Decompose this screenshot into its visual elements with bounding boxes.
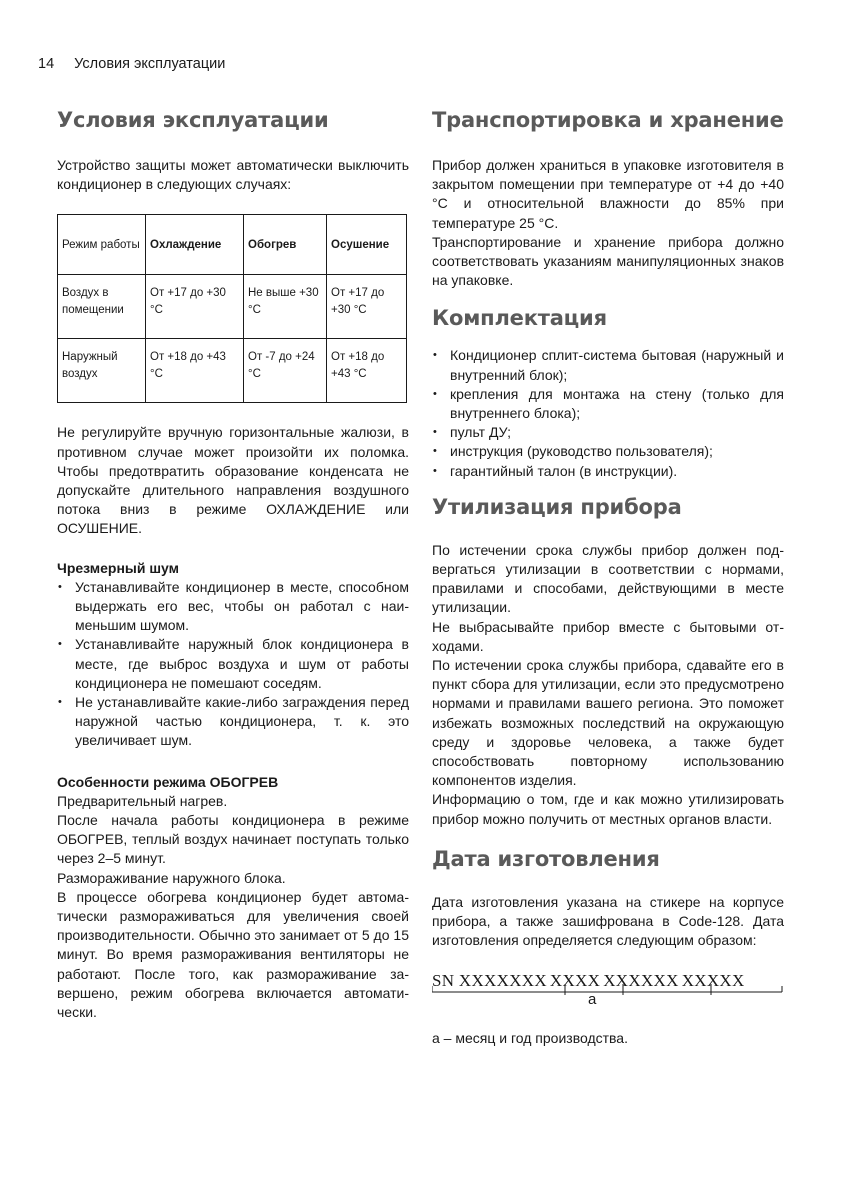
table-cell: Воздух в помещении — [58, 275, 146, 339]
table-header-drying: Осушение — [327, 215, 407, 275]
right-column — [432, 108, 784, 1048]
disposal-paragraph: По истечении срока службы прибора, сдавайте его в пункт сбора для утилизации, если это предусмотрено нормами и правилами вашего региона. Это поможет избежать возможных последствий на окружающую среду и здоровье человека, а также будет способствовать повторному использованию компонентов изделия. — [432, 657, 784, 789]
date-paragraph: Дата изготовления указана на стикере на корпусе прибора, а также зашифрована в Code-128. Дата изготовления определяется следующим образом: — [432, 893, 784, 949]
table-header-cooling: Охлаждение — [146, 215, 244, 275]
heating-paragraph: Размораживание наружного блока. — [57, 869, 286, 886]
list-item: • пульт ДУ; — [432, 423, 784, 442]
transport-paragraph: Транспортирование и хранение прибора должно соответствовать указаниям манипуляционных знаков на упаковке. — [432, 233, 784, 289]
intro-paragraph: Устройство защиты может автоматически выключить кондиционер в следующих случаях: — [57, 157, 409, 193]
transport-paragraph: Прибор должен храниться в упаковке изготовителя в закрытом помещении при температуре от +4 до +40 °C и относительной влажности до 85% при температуре 25 °C. — [432, 157, 784, 231]
heating-paragraph: Предварительный нагрев. — [57, 792, 228, 809]
table-row — [58, 275, 407, 339]
table-cell: От -7 до +24 °C — [244, 339, 327, 403]
serial-number-pattern — [432, 971, 745, 991]
noise-heading: Чрезмерный шум — [57, 559, 180, 576]
table-cell: От +18 до +43 °C — [327, 339, 407, 403]
list-item: • Кондиционер сплит-система бытовая (наружный и внутренний блок); — [432, 346, 784, 384]
table-header-row — [58, 215, 407, 275]
table-cell: От +17 до +30 °C — [327, 275, 407, 339]
heating-paragraph: В процессе обогрева кондиционер будет автоматически размораживаться для увеличения своей производительности. Обычно это занимает от 5 до 15 минут. Во время размораживания вентиляторы не работают. После того, как размораживание завершено, режим обогрева включается автоматически. — [57, 888, 409, 1021]
heating-paragraph: После начала работы кондиционера в режиме ОБОГРЕВ, теплый воздух начинает поступать только через 2–5 минут. — [57, 812, 409, 867]
disposal-paragraph: Не выбрасывайте прибор вместе с бытовыми отходами. — [432, 618, 784, 654]
table-cell: От +18 до +43 °C — [146, 339, 244, 403]
table-row — [58, 339, 407, 403]
page-header — [38, 56, 225, 72]
serial-number-format — [432, 971, 784, 1011]
table-cell: Не выше +30 °C — [244, 275, 327, 339]
section-title-disposal: Утилизация прибора — [432, 494, 682, 519]
date-footnote: a – месяц и год производства. — [432, 1029, 628, 1046]
list-item: • гарантийный талон (в инструкции). — [432, 462, 784, 481]
list-item: • инструкция (руководство пользователя); — [432, 442, 784, 461]
disposal-paragraph: По истечении срока службы прибор должен подвергаться утилизации в соответствии с нормами, правилами и способами, действующими в месте утилизации. — [432, 541, 784, 616]
table-header-mode: Режим работы — [58, 215, 146, 275]
noise-list — [57, 578, 409, 751]
running-title: Условия эксплуатации — [74, 56, 226, 72]
section-title-operation: Условия эксплуатации — [57, 108, 329, 132]
left-column — [57, 108, 409, 1022]
heating-heading: Особенности режима ОБОГРЕВ — [57, 773, 279, 790]
table-header-heating: Обогрев — [244, 215, 327, 275]
section-title-date: Дата изготовления — [432, 846, 660, 871]
kit-list — [432, 346, 784, 480]
operating-conditions-table — [57, 214, 407, 403]
section-title-kit: Комплектация — [432, 306, 607, 331]
louvers-paragraph: Не регулируйте вручную горизонтальные жалюзи, в противном случае может произойти их поломка. Чтобы предотвратить образование конденсата не допускайте длительного направления воздушного потока вниз в режиме ОХЛАЖДЕНИЕ или ОСУШЕНИЕ. — [57, 424, 409, 537]
table-cell: От +17 до +30 °C — [146, 275, 244, 339]
list-item: • Устанавливайте кондиционер в месте, способном выдержать его вес, чтобы он работал с наименьшим шумом. — [57, 578, 409, 636]
disposal-paragraph: Информацию о том, где и как можно утилизировать прибор можно получить от местных органов власти. — [432, 791, 784, 827]
table-cell: Наружный воздух — [58, 339, 146, 403]
serial-group-2: XXXXXX — [603, 970, 679, 990]
page-number: 14 — [38, 56, 55, 72]
section-title-transport: Транспортировка и хранение — [432, 108, 784, 132]
serial-group-3: XXXXX — [681, 970, 745, 990]
list-item: • Устанавливайте наружный блок кондиционера в месте, где выброс воздуха и шум от работы кондиционера не помешают соседям. — [57, 635, 409, 693]
list-item: • крепления для монтажа на стену (только для внутреннего блока); — [432, 385, 784, 423]
serial-prefix: SN XXXXXXX — [432, 970, 547, 990]
serial-group-date: XXXX — [549, 970, 601, 990]
serial-marker-label: a — [588, 990, 597, 1008]
list-item: • Не устанавливайте какие-либо заграждения перед наружной частью кондиционера, т. к. это увеличивает шум. — [57, 693, 409, 751]
